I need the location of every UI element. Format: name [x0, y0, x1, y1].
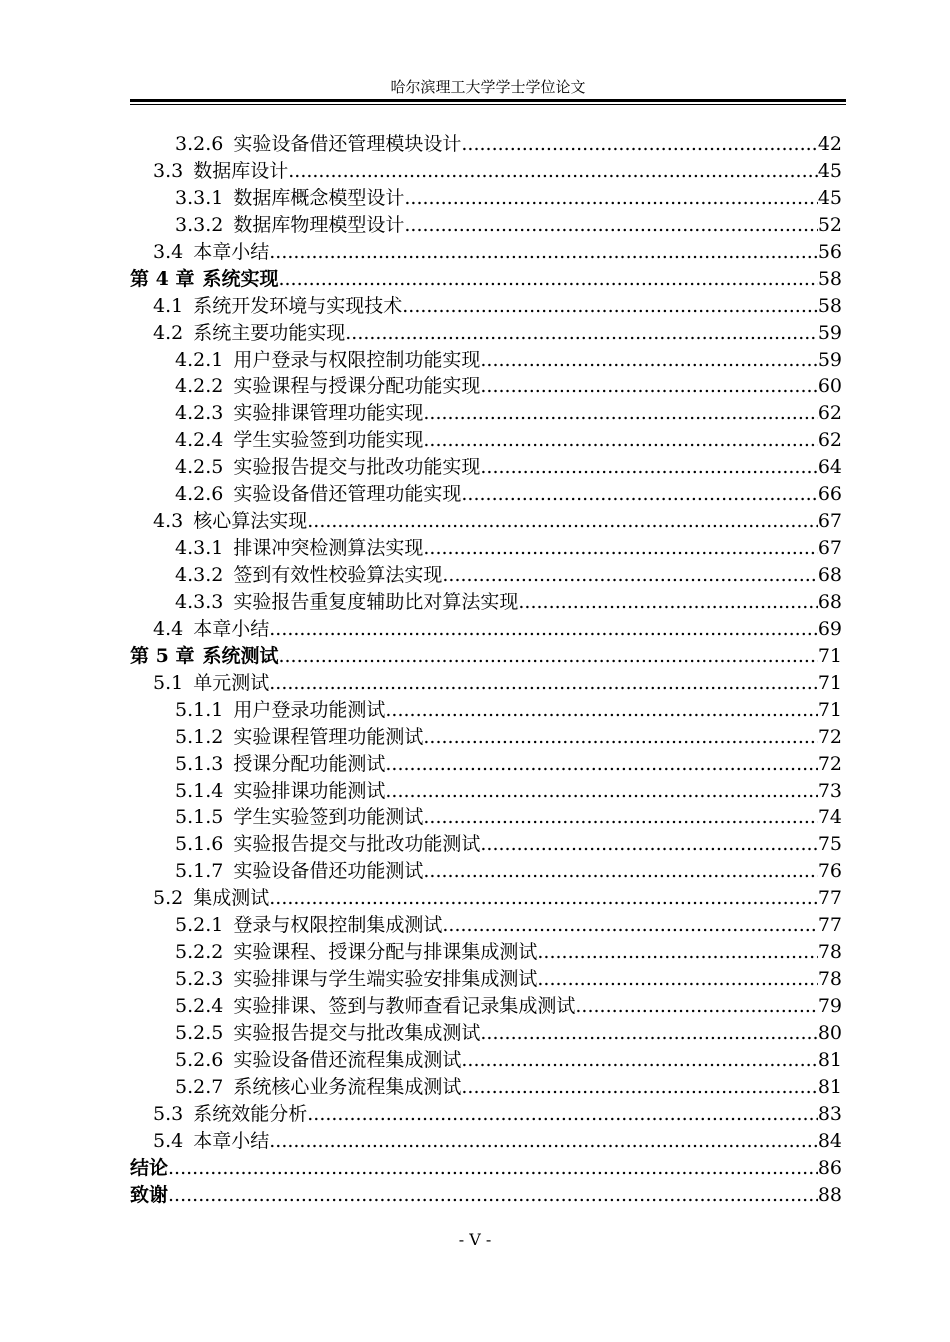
- toc-entry-page: 86: [817, 1156, 842, 1179]
- toc-entry-page: 59: [817, 321, 842, 344]
- toc-entry-title: 单元测试: [193, 671, 270, 694]
- toc-entry-number: 4.1: [153, 294, 184, 317]
- toc-dot-leader: [461, 1047, 817, 1073]
- toc-entry-title: 实验设备借还管理功能实现: [233, 483, 462, 506]
- toc-entry-page: 78: [817, 968, 842, 991]
- toc-dot-leader: [480, 454, 817, 480]
- toc-dot-leader: [345, 320, 818, 346]
- toc-entry-page: 73: [817, 779, 842, 802]
- toc-entry-page: 77: [817, 914, 842, 937]
- toc-entry-page: 67: [817, 537, 842, 560]
- toc-dot-leader: [575, 993, 817, 1019]
- toc-dot-leader: [269, 670, 818, 696]
- toc-entry-number: 3.3: [153, 159, 184, 182]
- toc-entry-title: 实验报告提交与批改集成测试: [233, 1021, 481, 1044]
- toc-entry-number: 4.2: [153, 321, 184, 344]
- toc-entry-number: 第 4 章: [130, 267, 195, 290]
- toc-entry-number: 5.2.4: [175, 995, 224, 1017]
- toc-dot-leader: [537, 966, 817, 992]
- toc-entry[interactable]: [130, 1047, 842, 1074]
- toc-dot-leader: [461, 131, 817, 157]
- toc-entry[interactable]: [130, 1020, 842, 1047]
- toc-dot-leader: [442, 562, 817, 588]
- toc-entry-title: 本章小结: [193, 1129, 270, 1152]
- toc-entry-title: 实验设备借还流程集成测试: [233, 1048, 462, 1071]
- toc-entry-title: 集成测试: [193, 887, 270, 910]
- toc-dot-leader: [385, 778, 817, 804]
- toc-dot-leader: [461, 481, 817, 507]
- toc-entry-page: 58: [817, 267, 842, 290]
- toc-dot-leader: [423, 724, 817, 750]
- toc-entry-title: 实验课程、授课分配与排课集成测试: [233, 941, 538, 964]
- toc-entry-page: 71: [817, 671, 842, 694]
- toc-entry-page: 79: [817, 995, 842, 1017]
- toc-entry-title: 系统实现: [202, 267, 279, 290]
- toc-entry[interactable]: [130, 293, 842, 320]
- toc-entry-number: 4.3.3: [175, 590, 224, 613]
- toc-entry-title: 核心算法实现: [193, 510, 308, 533]
- toc-entry[interactable]: [130, 266, 842, 293]
- toc-entry[interactable]: [130, 454, 842, 481]
- toc-entry-title: 实验报告重复度辅助比对算法实现: [233, 590, 519, 613]
- header-rule-thick: [130, 99, 846, 102]
- toc-entry-number: 5.2.6: [175, 1048, 224, 1071]
- toc-entry-number: 5.2.1: [175, 914, 224, 937]
- toc-dot-leader: [423, 535, 817, 561]
- toc-entry-title: 实验报告提交与批改功能测试: [233, 833, 481, 856]
- toc-entry-title: 实验设备借还功能测试: [233, 860, 424, 883]
- toc-entry-page: 60: [817, 375, 842, 398]
- toc-dot-leader: [402, 293, 818, 319]
- toc-entry-number: 5.2: [153, 887, 184, 910]
- toc-entry-page: 66: [817, 483, 842, 506]
- toc-dot-leader: [288, 158, 818, 184]
- toc-entry-number: 3.3.1: [175, 186, 224, 209]
- toc-entry[interactable]: [130, 562, 842, 589]
- toc-entry[interactable]: [130, 239, 842, 266]
- toc-entry[interactable]: [130, 131, 842, 158]
- toc-entry-title: 实验设备借还管理模块设计: [233, 133, 462, 155]
- toc-entry-number: 4.2.2: [175, 375, 224, 398]
- toc-dot-leader: [269, 885, 818, 911]
- toc-entry-title: 数据库概念模型设计: [233, 186, 405, 209]
- toc-entry[interactable]: [130, 481, 842, 508]
- toc-dot-leader: [278, 643, 817, 669]
- toc-entry[interactable]: [130, 778, 842, 805]
- page-number: - V -: [458, 1230, 492, 1249]
- toc-dot-leader: [423, 804, 817, 830]
- toc-entry-number: 3.4: [153, 240, 184, 263]
- toc-dot-leader: [385, 697, 817, 723]
- toc-entry-number: 5.3: [153, 1102, 184, 1125]
- toc-entry-page: 64: [817, 456, 842, 479]
- toc-entry[interactable]: [130, 858, 842, 885]
- toc-entry-page: 67: [817, 510, 842, 533]
- toc-entry-title: 结论: [130, 1156, 169, 1179]
- toc-entry-number: 3.3.2: [175, 213, 224, 236]
- toc-entry-number: 5.1.7: [175, 860, 224, 883]
- toc-dot-leader: [518, 589, 817, 615]
- toc-entry[interactable]: [130, 212, 842, 239]
- toc-entry[interactable]: [130, 616, 842, 643]
- toc-entry-title: 系统效能分析: [193, 1102, 308, 1125]
- toc-entry-title: 系统开发环境与实现技术: [193, 294, 403, 317]
- toc-entry-page: 76: [817, 860, 842, 883]
- toc-entry[interactable]: [130, 1074, 842, 1101]
- toc-entry-number: 5.1.1: [175, 698, 224, 721]
- toc-entry[interactable]: [130, 158, 842, 185]
- toc-entry-page: 52: [817, 213, 842, 236]
- toc-entry[interactable]: [130, 724, 842, 751]
- toc-entry-title: 学生实验签到功能实现: [233, 429, 424, 452]
- toc-entry-page: 69: [817, 617, 842, 640]
- toc-entry[interactable]: [130, 1128, 842, 1155]
- toc-entry-number: 5.1.2: [175, 725, 224, 748]
- toc-dot-leader: [442, 912, 817, 938]
- toc-dot-leader: [480, 373, 817, 399]
- toc-entry[interactable]: [130, 670, 842, 697]
- toc-dot-leader: [423, 400, 817, 426]
- toc-entry-page: 42: [817, 133, 842, 155]
- toc-entry-title: 实验排课功能测试: [233, 779, 386, 802]
- toc-entry-page: 71: [817, 698, 842, 721]
- toc-entry[interactable]: [130, 966, 842, 993]
- toc-dot-leader: [168, 1182, 818, 1208]
- toc-dot-leader: [269, 616, 818, 642]
- toc-entry-title: 系统测试: [202, 644, 279, 667]
- toc-entry-page: 80: [817, 1021, 842, 1044]
- toc-entry[interactable]: [130, 185, 842, 212]
- toc-entry-number: 4.4: [153, 617, 184, 640]
- toc-entry-page: 45: [817, 159, 842, 182]
- toc-entry-number: 4.3.2: [175, 564, 224, 586]
- toc-entry[interactable]: [130, 373, 842, 400]
- toc-dot-leader: [423, 858, 817, 884]
- toc-entry-number: 5.2.2: [175, 941, 224, 964]
- toc-entry[interactable]: [130, 1101, 842, 1128]
- toc-entry[interactable]: [130, 831, 842, 858]
- running-header: 哈尔滨理工大学学士学位论文: [390, 78, 586, 96]
- toc-entry[interactable]: [130, 912, 842, 939]
- toc-dot-leader: [269, 1128, 818, 1154]
- toc-entry[interactable]: [130, 347, 842, 374]
- toc-entry[interactable]: [130, 535, 842, 562]
- toc-dot-leader: [461, 1074, 817, 1100]
- toc-dot-leader: [269, 239, 818, 265]
- toc-entry-title: 系统核心业务流程集成测试: [233, 1075, 462, 1098]
- toc-entry-number: 第 5 章: [130, 644, 195, 667]
- toc-entry-page: 83: [817, 1102, 842, 1125]
- toc-dot-leader: [404, 185, 817, 211]
- toc-entry[interactable]: [130, 508, 842, 535]
- toc-entry-page: 68: [817, 590, 842, 613]
- toc-entry-page: 84: [817, 1129, 842, 1152]
- toc-entry-title: 用户登录与权限控制功能实现: [233, 348, 481, 371]
- toc-entry-number: 4.2.4: [175, 429, 224, 452]
- toc-entry-title: 排课冲突检测算法实现: [233, 537, 424, 560]
- toc-entry[interactable]: [130, 427, 842, 454]
- toc-entry-title: 实验排课、签到与教师查看记录集成测试: [233, 995, 576, 1017]
- toc-entry-number: 4.3: [153, 510, 184, 533]
- toc-entry[interactable]: [130, 751, 842, 778]
- toc-entry-number: 5.2.5: [175, 1021, 224, 1044]
- toc-entry-title: 授课分配功能测试: [233, 752, 386, 775]
- toc-entry-title: 数据库物理模型设计: [233, 213, 405, 236]
- toc-entry[interactable]: [130, 993, 842, 1020]
- toc-entry-number: 5.2.3: [175, 968, 224, 991]
- toc-entry[interactable]: [130, 939, 842, 966]
- toc-entry-number: 5.4: [153, 1129, 184, 1152]
- toc-entry-number: 4.2.3: [175, 402, 224, 425]
- toc-entry-title: 学生实验签到功能测试: [233, 806, 424, 829]
- table-of-contents: [130, 131, 842, 1209]
- toc-entry-title: 本章小结: [193, 240, 270, 263]
- toc-entry-title: 签到有效性校验算法实现: [233, 564, 443, 586]
- toc-entry-page: 72: [817, 725, 842, 748]
- toc-entry-page: 77: [817, 887, 842, 910]
- toc-entry-number: 5.1.5: [175, 806, 224, 829]
- toc-entry-title: 实验排课管理功能实现: [233, 402, 424, 425]
- toc-entry[interactable]: [130, 400, 842, 427]
- toc-entry-title: 实验报告提交与批改功能实现: [233, 456, 481, 479]
- toc-entry-number: 3.2.6: [175, 133, 224, 155]
- toc-entry-title: 实验排课与学生端实验安排集成测试: [233, 968, 538, 991]
- toc-dot-leader: [480, 831, 817, 857]
- toc-entry[interactable]: [130, 1155, 842, 1182]
- toc-entry-page: 81: [817, 1075, 842, 1098]
- toc-entry[interactable]: [130, 1182, 842, 1209]
- toc-entry-page: 58: [817, 294, 842, 317]
- toc-entry-title: 用户登录功能测试: [233, 698, 386, 721]
- toc-entry-page: 72: [817, 752, 842, 775]
- toc-dot-leader: [278, 266, 817, 292]
- toc-entry-page: 81: [817, 1048, 842, 1071]
- toc-entry-title: 致谢: [130, 1183, 169, 1206]
- toc-entry-number: 5.1.6: [175, 833, 224, 856]
- toc-entry-number: 4.2.1: [175, 348, 224, 371]
- toc-dot-leader: [480, 347, 817, 373]
- toc-entry-title: 数据库设计: [193, 159, 289, 182]
- toc-entry-title: 系统主要功能实现: [193, 321, 346, 344]
- toc-dot-leader: [537, 939, 817, 965]
- toc-entry[interactable]: [130, 320, 842, 347]
- toc-entry[interactable]: [130, 643, 842, 670]
- toc-dot-leader: [385, 751, 817, 777]
- toc-entry-number: 5.1.4: [175, 779, 224, 802]
- toc-entry-page: 74: [817, 806, 842, 829]
- toc-entry-number: 5.2.7: [175, 1075, 224, 1098]
- toc-dot-leader: [404, 212, 817, 238]
- toc-entry-page: 88: [817, 1183, 842, 1206]
- toc-entry-page: 78: [817, 941, 842, 964]
- toc-entry-number: 4.3.1: [175, 537, 224, 560]
- toc-entry-page: 71: [817, 644, 842, 667]
- toc-entry-page: 62: [817, 402, 842, 425]
- toc-dot-leader: [307, 508, 818, 534]
- toc-entry-title: 实验课程与授课分配功能实现: [233, 375, 481, 398]
- toc-dot-leader: [168, 1155, 818, 1181]
- toc-entry-page: 59: [817, 348, 842, 371]
- toc-entry-page: 45: [817, 186, 842, 209]
- toc-entry[interactable]: [130, 804, 842, 831]
- toc-entry-number: 4.2.6: [175, 483, 224, 506]
- toc-entry-page: 68: [817, 564, 842, 586]
- toc-entry[interactable]: [130, 589, 842, 616]
- toc-entry-number: 4.2.5: [175, 456, 224, 479]
- toc-entry[interactable]: [130, 697, 842, 724]
- toc-entry-page: 56: [817, 240, 842, 263]
- toc-dot-leader: [423, 427, 817, 453]
- toc-entry-title: 实验课程管理功能测试: [233, 725, 424, 748]
- toc-dot-leader: [307, 1101, 818, 1127]
- toc-dot-leader: [480, 1020, 817, 1046]
- toc-entry-number: 5.1: [153, 671, 184, 694]
- toc-entry-page: 75: [817, 833, 842, 856]
- toc-entry[interactable]: [130, 885, 842, 912]
- toc-entry-title: 登录与权限控制集成测试: [233, 914, 443, 937]
- toc-entry-number: 5.1.3: [175, 752, 224, 775]
- toc-entry-title: 本章小结: [193, 617, 270, 640]
- header-rule-thin: [130, 104, 846, 105]
- toc-entry-page: 62: [817, 429, 842, 452]
